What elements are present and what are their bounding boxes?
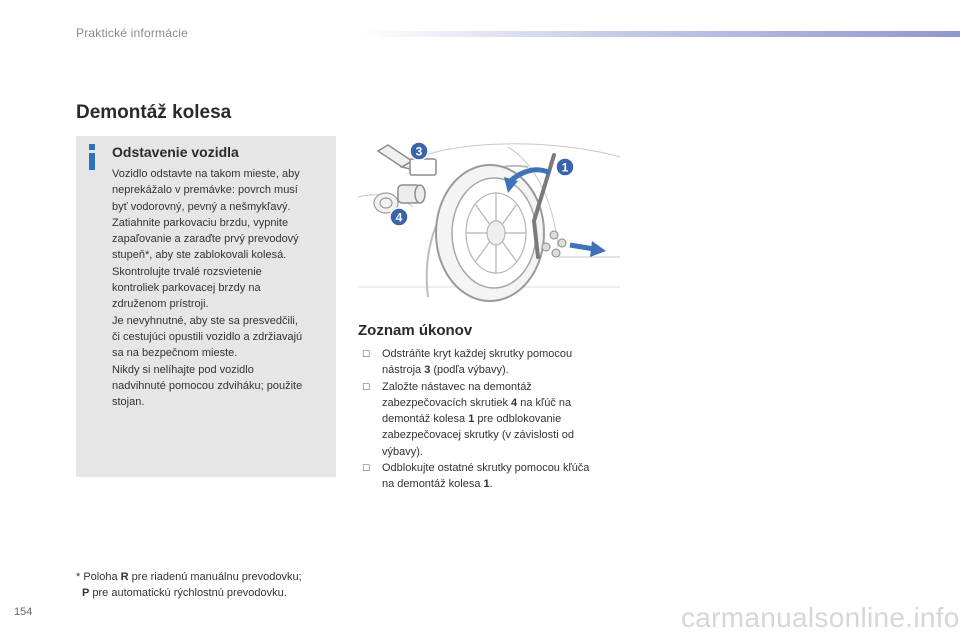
watermark: carmanualsonline.info <box>681 602 960 633</box>
info-icon <box>86 144 98 170</box>
info-line: stupeň*, aby ste zablokovali kolesá. <box>112 249 287 262</box>
wheel-bolts <box>542 231 566 257</box>
removal-arrow <box>570 245 594 249</box>
footnote: * Poloha R pre riadenú manuálnu prevodovku; P pre automatickú rýchlostnú prevodovku. <box>76 571 302 599</box>
bullet-icon: ☐ <box>362 381 371 392</box>
info-line: neprekážalo v premávke: povrch musí <box>112 184 298 197</box>
info-line: byť vodorovný, pevný a nešmykľavý. <box>112 200 291 213</box>
info-line: Vozidlo odstavte na takom mieste, aby <box>112 168 300 180</box>
info-line: združenom prístroji. <box>112 298 209 311</box>
steps-title: Zoznam úkonov <box>358 322 473 339</box>
removal-arrow-head <box>590 241 606 257</box>
bullet-icon: ☐ <box>362 463 371 474</box>
info-line: Nikdy si nelíhajte pod vozidlo <box>112 363 254 376</box>
wheel-removal-illustration <box>358 137 620 305</box>
info-line: kontroliek parkovacej brzdy na <box>112 282 261 295</box>
step-item: ☐ Odstráňte kryt každej skrutky pomocou nástroja 3 (podľa výbavy). <box>362 348 573 377</box>
info-box-text <box>112 166 328 410</box>
step-item: ☐ Odblokujte ostatné skrutky pomocou kľúča na demontáž kolesa 1. <box>362 462 590 491</box>
bullet-icon: ☐ <box>362 349 371 359</box>
steps-list <box>358 346 628 493</box>
page-title: Demontáž kolesa <box>76 102 232 123</box>
info-line: nadvihnuté pomocou zdviháku; použite <box>112 379 303 392</box>
callout-3-label: 3 <box>415 144 423 159</box>
callout-1-label: 1 <box>561 160 569 175</box>
step-item: ☐ Založte nástavec na demontáž zabezpečovacích skrutiek 4 na kľúč na demontáž kolesa 1 pre odblokovanie zabezpečovacej skrutky (v závislosti od výbavy). <box>362 380 574 458</box>
info-line: Skontrolujte trvalé rozsvietenie <box>112 265 262 278</box>
info-box <box>76 136 336 477</box>
callout-1 <box>556 158 574 176</box>
running-header: Praktické informácie <box>76 26 189 40</box>
info-line: Je nevyhnutné, aby ste sa presvedčili, <box>112 314 298 327</box>
info-line: či cestujúci opustili vozidlo a zdržiavajú <box>112 330 303 343</box>
wheel-rim <box>466 193 526 273</box>
info-box-title: Odstavenie vozidla <box>112 144 239 160</box>
header-gradient-bar <box>360 31 960 37</box>
callout-4 <box>390 208 408 226</box>
callout-4-label: 4 <box>395 210 403 225</box>
info-line: sa na bezpečnom mieste. <box>112 347 238 360</box>
page-number: 154 <box>14 606 33 618</box>
security-bolt-adapter <box>398 185 425 203</box>
info-line: stojan. <box>112 396 145 409</box>
info-line: zapaľovanie a zaraďte prvý prevodový <box>112 233 299 246</box>
info-line: Zatiahnite parkovaciu brzdu, vypnite <box>112 216 289 229</box>
callout-3 <box>410 142 428 160</box>
